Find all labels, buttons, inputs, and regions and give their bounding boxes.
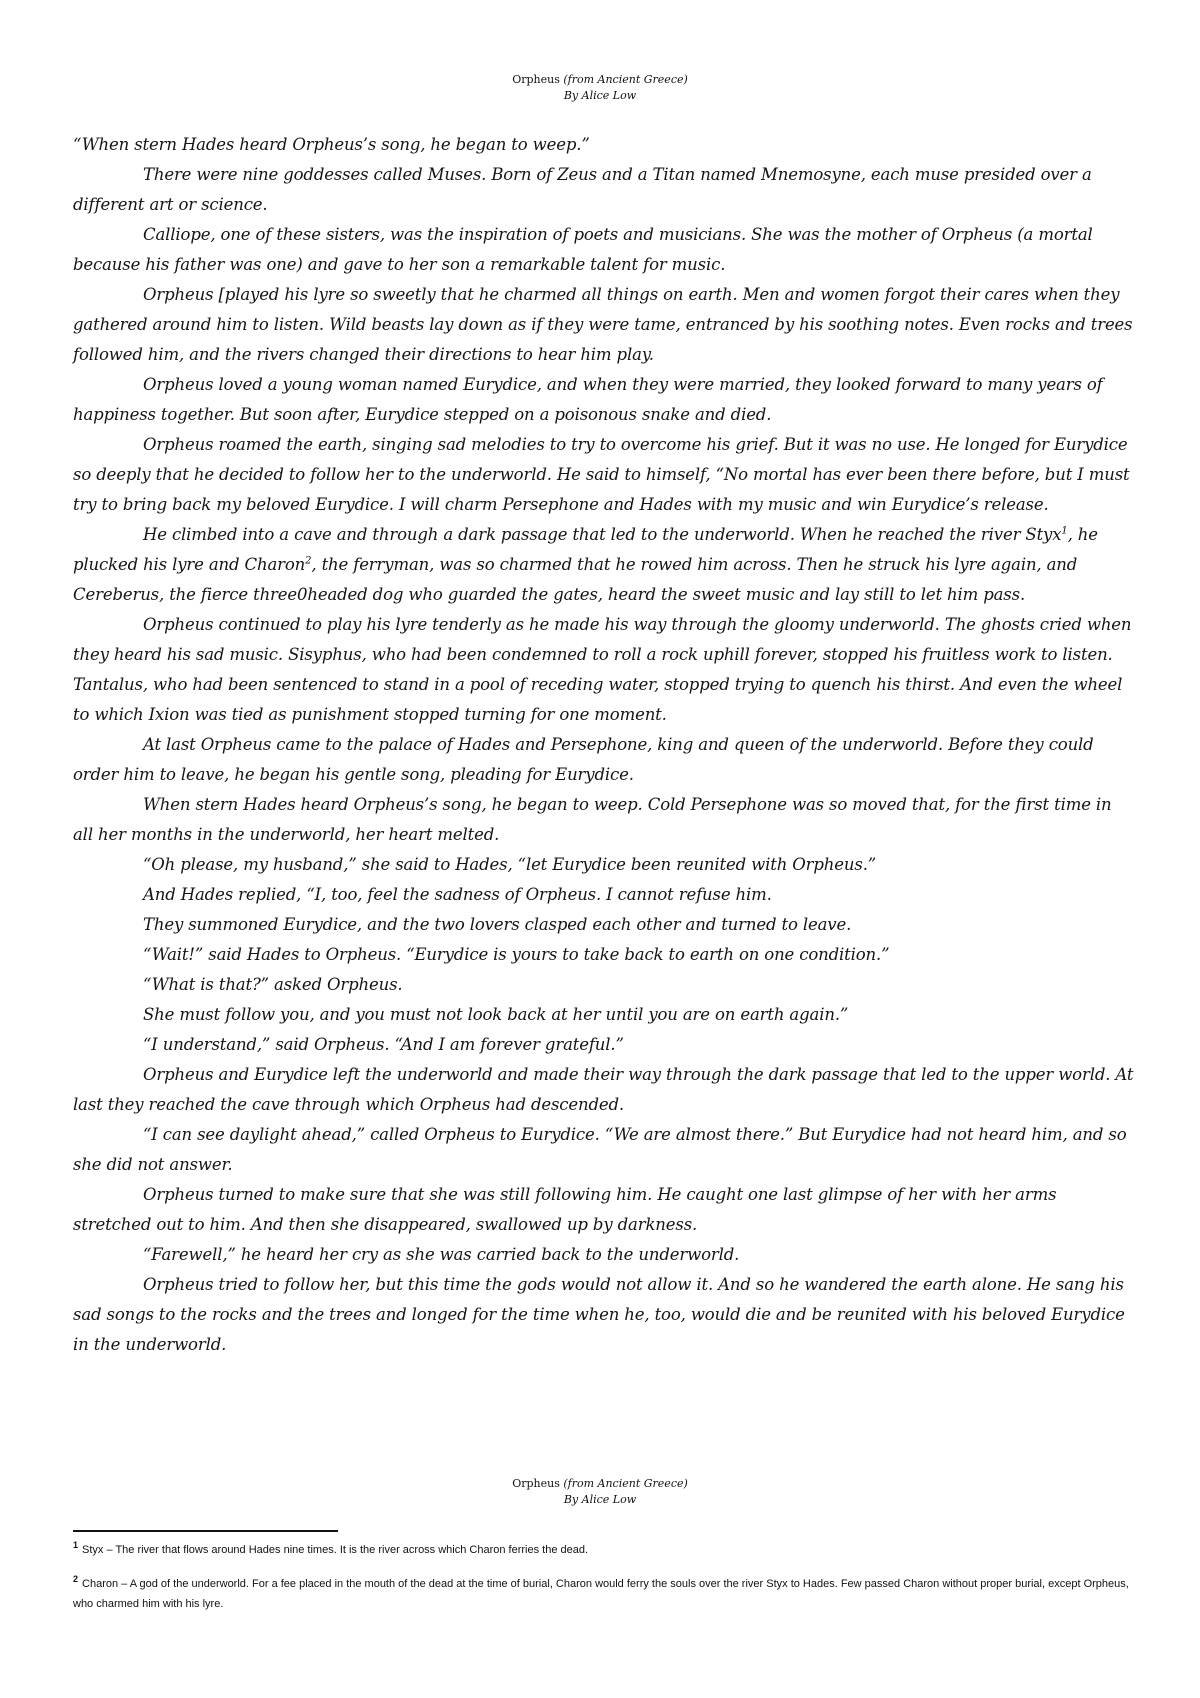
paragraph-glimpse: Orpheus turned to make sure that she was still following him. He caught one last glimpse of her with her arms stretched out to him. And then she disappeared, swallowed up by darkness.: [73, 1185, 1057, 1234]
footnote-separator: [73, 1530, 338, 1532]
story-byline: By Alice Low: [563, 89, 637, 102]
paragraph-ascent: Orpheus and Eurydice left the underworld and made their way through the dark passage that led to the upper world. At last they reached the cave through which Orpheus had descended.: [73, 1065, 1134, 1114]
paragraph-palace: At last Orpheus came to the palace of Hades and Persephone, king and queen of the underworld. Before they could order him to leave, he began his gentle song, pleading for Eurydice.: [73, 735, 1094, 784]
footnote-ref-1[interactable]: 1: [1061, 525, 1068, 537]
styx-text-1: He climbed into a cave and through a dark passage that led to the underworld. When he reached the river Styx: [143, 525, 1062, 544]
repeated-title-block: [0, 1476, 1200, 1508]
paragraph-dialogue: “Wait!” said Hades to Orpheus. “Eurydice is yours to take back to earth on one condition.”: [143, 945, 890, 964]
paragraph-weep: When stern Hades heard Orpheus’s song, he began to weep. Cold Persephone was so moved that, for the first time in all her months in the underworld, her heart melted.: [73, 795, 1112, 844]
styx-text-2: , he plucked his lyre and Charon: [73, 525, 1098, 574]
story-subtitle: (from Ancient Greece): [563, 1477, 688, 1490]
footnote-number: 2: [73, 1574, 79, 1585]
story-title: Orpheus: [512, 73, 560, 86]
story-byline: By Alice Low: [563, 1493, 637, 1506]
paragraph-farewell: “Farewell,” he heard her cry as she was carried back to the underworld.: [143, 1245, 740, 1264]
paragraph-summoned: They summoned Eurydice, and the two lovers clasped each other and turned to leave.: [143, 915, 852, 934]
paragraph-ending: Orpheus tried to follow her, but this time the gods would not allow it. And so he wandered the earth alone. He sang his sad songs to the rocks and the trees and longed for the time when he, too, would die and be reunited with his beloved Eurydice in the underworld.: [73, 1275, 1125, 1354]
paragraph-styx: [73, 520, 1135, 610]
styx-text-3: , the ferryman, was so charmed that he rowed him across. Then he struck his lyre again, and Cereberus, the fierce three0headed dog who guarded the gates, heard the sweet music and lay still to let him pass.: [73, 555, 1078, 604]
paragraph-dialogue: She must follow you, and you must not look back at her until you are on earth again.”: [143, 1005, 849, 1024]
paragraph-dialogue: “I understand,” said Orpheus. “And I am forever grateful.”: [143, 1035, 624, 1054]
story-title: Orpheus: [512, 1477, 560, 1490]
paragraph-dialogue: And Hades replied, “I, too, feel the sadness of Orpheus. I cannot refuse him.: [143, 885, 772, 904]
title-block: [0, 72, 1200, 104]
paragraph-lyre: Orpheus [played his lyre so sweetly that he charmed all things on earth. Men and women forgot their cares when they gathered around him to listen. Wild beasts lay down as if they were tame, entranced by his soothing notes. Even rocks and trees followed him, and the rivers changed their directions to hear him play.: [73, 285, 1133, 364]
paragraph-eurydice: Orpheus loved a young woman named Eurydice, and when they were married, they looked forward to many years of happiness together. But soon after, Eurydice stepped on a poisonous snake and died.: [73, 375, 1103, 424]
paragraph-underworld: Orpheus continued to play his lyre tenderly as he made his way through the gloomy underworld. The ghosts cried when they heard his sad music. Sisyphus, who had been condemned to roll a rock uphill forever, stopped his fruitless work to listen. Tantalus, who had been sentenced to stand in a pool of receding water, stopped trying to quench his thirst. And even the wheel to which Ixion was tied as punishment stopped turning for one moment.: [73, 615, 1132, 724]
paragraph-dialogue: “Oh please, my husband,” she said to Hades, “let Eurydice been reunited with Orpheus.”: [143, 855, 877, 874]
footnote-ref-2[interactable]: 2: [305, 555, 312, 567]
footnote-text: Charon – A god of the underworld. For a fee placed in the mouth of the dead at the time of burial, Charon would ferry the souls over the river Styx to Hades. Few passed Charon without proper burial, except Orpheus, who charmed him with his lyre.: [73, 1578, 1129, 1610]
paragraph-dialogue: “What is that?” asked Orpheus.: [143, 975, 403, 994]
paragraph-muses: There were nine goddesses called Muses. Born of Zeus and a Titan named Mnemosyne, each muse presided over a different art or science.: [73, 165, 1092, 214]
footnote-number: 1: [73, 1540, 79, 1551]
footnote-1: [73, 1540, 1135, 1560]
paragraph-daylight: “I can see daylight ahead,” called Orpheus to Eurydice. “We are almost there.” But Eurydice had not heard him, and so she did not answer.: [73, 1125, 1127, 1174]
footnote-2: [73, 1574, 1135, 1614]
footnote-text: Styx – The river that flows around Hades nine times. It is the river across which Charon ferries the dead.: [82, 1544, 589, 1556]
paragraph-grief: Orpheus roamed the earth, singing sad melodies to try to overcome his grief. But it was no use. He longed for Eurydice so deeply that he decided to follow her to the underworld. He said to himself, “No mortal has ever been there before, but I must try to bring back my beloved Eurydice. I will charm Persephone and Hades with my music and win Eurydice’s release.: [73, 435, 1130, 514]
opening-quote: “When stern Hades heard Orpheus’s song, he began to weep.”: [73, 135, 590, 154]
paragraph-calliope: Calliope, one of these sisters, was the inspiration of poets and musicians. She was the mother of Orpheus (a mortal because his father was one) and gave to her son a remarkable talent for music.: [73, 225, 1093, 274]
story-body: [73, 130, 1135, 1360]
story-subtitle: (from Ancient Greece): [563, 73, 688, 86]
footnotes: [73, 1540, 1135, 1628]
